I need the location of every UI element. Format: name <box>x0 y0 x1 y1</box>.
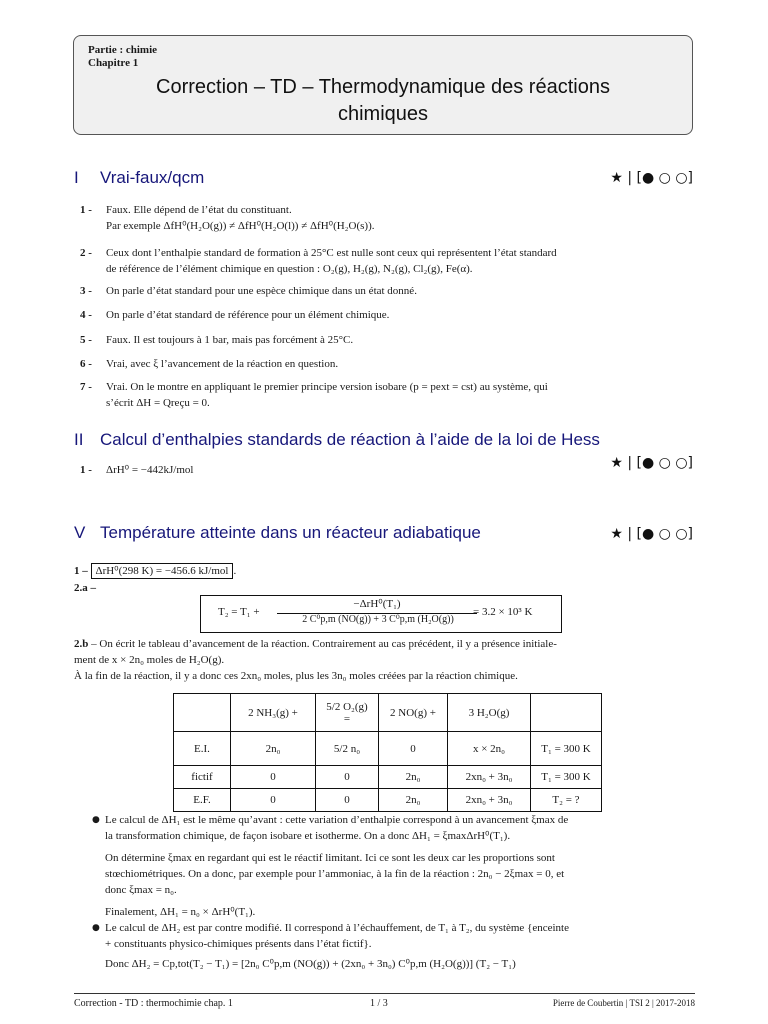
item-label: 1 - <box>80 464 92 476</box>
question-label: 1 – <box>74 565 88 577</box>
table-cell: 0 <box>231 766 316 789</box>
bullet-icon: ● <box>92 815 100 825</box>
section-title: Température atteinte dans un réacteur adiabatique <box>100 523 481 542</box>
paragraph-text: ment de x × 2n₀ moles de H₂O(g). <box>74 654 225 666</box>
section-number: V <box>74 523 86 542</box>
table-header-row <box>174 694 602 732</box>
section-heading-1 <box>74 168 204 188</box>
footer-right: Pierre de Coubertin | TSI 2 | 2017-2018 <box>552 998 695 1008</box>
table-cell: 2xn₀ + 3n₀ <box>448 766 531 789</box>
list-item <box>80 283 695 299</box>
footer-divider <box>74 993 695 994</box>
list-item <box>80 379 695 411</box>
table-cell: T₁ = 300 K <box>531 732 602 766</box>
title-line-1: Correction – TD – Thermodynamique des réactions <box>156 76 610 98</box>
table-cell: 2n₀ <box>379 789 448 812</box>
item-text: Faux. Il est toujours à 1 bar, mais pas forcément à 25°C. <box>106 334 354 346</box>
item-label: 1 - <box>80 204 92 216</box>
item-label: 4 - <box>80 309 92 321</box>
table-cell: T₂ = ? <box>531 789 602 812</box>
reaction-progress-table <box>173 693 602 812</box>
paragraph-text: Le calcul de ΔH₂ est par contre modifié. Il correspond à l’échauffement, de T₁ à T₂, du système {enceinte <box>105 922 569 934</box>
list-item <box>80 202 695 234</box>
paragraph-text: On détermine ξmax en regardant qui est le réactif limitant. Ici ce sont les deux car les proportions sont <box>105 852 555 864</box>
paragraph-text: Donc ΔH₂ = Cp,tot(T₂ − T₁) = [2n₀ C⁰p,m (NO(g)) + (2xn₀ + 3n₀) C⁰p,m (H₂O(g))] (T₂ − T₁) <box>105 958 516 970</box>
table-cell: 2 NH₃(g) + <box>231 694 316 732</box>
bullet-paragraph <box>105 920 695 972</box>
item-label: 6 - <box>80 358 92 370</box>
bullet-paragraph <box>105 812 695 920</box>
item-text: ΔrH⁰ = −442kJ/mol <box>106 464 194 476</box>
table-cell: 0 <box>316 766 379 789</box>
item-text: s’écrit ΔH = Qreçu = 0. <box>106 397 210 409</box>
list-item <box>80 356 695 372</box>
table-cell: E.I. <box>174 732 231 766</box>
table-cell: 5/2 n₀ <box>316 732 379 766</box>
list-item <box>80 245 695 277</box>
answer-1: 1 – ΔrH⁰(298 K) = −456.6 kJ/mol . <box>74 565 237 577</box>
item-text: Ceux dont l’enthalpie standard de formation à 25°C est nulle sont ceux qui représentent l’état standard <box>106 247 557 259</box>
section-title: Vrai-faux/qcm <box>100 168 205 187</box>
item-text: On parle d’état standard de référence pour un élément chimique. <box>106 309 390 321</box>
item-label: 3 - <box>80 285 92 297</box>
chapter-header <box>73 35 693 135</box>
paragraph-text: stœchiométriques. On a donc, par exemple pour l’ammoniac, à la fin de la réaction : 2n₀ − 2ξmax = 0, et <box>105 868 565 880</box>
table-cell: 2xn₀ + 3n₀ <box>448 789 531 812</box>
table-cell: E.F. <box>174 789 231 812</box>
section-title: Calcul d’enthalpies standards de réaction à l’aide de la loi de Hess <box>100 430 600 449</box>
item-text: On parle d’état standard pour une espèce chimique dans un état donné. <box>106 285 417 297</box>
item-text: de référence de l’élément chimique en question : O₂(g), H₂(g), N₂(g), Cl₂(g), Fe(α). <box>106 263 473 275</box>
equation-numerator: −ΔrH⁰(T₁) <box>353 598 401 610</box>
question-label: 2.a – <box>74 582 96 594</box>
table-cell <box>531 694 602 732</box>
table-cell: x × 2n₀ <box>448 732 531 766</box>
difficulty-rating: ★ | [● ○ ○] <box>610 455 693 471</box>
item-label: 5 - <box>80 334 92 346</box>
table-cell: 0 <box>316 789 379 812</box>
item-text: Vrai, avec ξ l’avancement de la réaction en question. <box>106 358 339 370</box>
item-text: Par exemple ΔfH⁰(H₂O(g)) ≠ ΔfH⁰(H₂O(l)) ≠ ΔfH⁰(H₂O(s)). <box>106 220 375 232</box>
list-item <box>80 462 695 478</box>
paragraph-text: – On écrit le tableau d’avancement de la réaction. Contrairement au cas précédent, il y a présence initiale- <box>88 638 557 650</box>
table-cell: 5/2 O₂(g) = <box>316 694 379 732</box>
bullet-icon: ● <box>92 923 100 933</box>
item-label: 2 - <box>80 247 92 259</box>
equation-rhs: = 3.2 × 10³ K <box>473 606 533 618</box>
table-cell: 0 <box>231 789 316 812</box>
difficulty-rating: ★ | [● ○ ○] <box>610 526 693 542</box>
table-cell: T₁ = 300 K <box>531 766 602 789</box>
footer-left: Correction - TD : thermochimie chap. 1 <box>74 998 233 1009</box>
table-row <box>174 789 602 812</box>
list-item <box>80 332 695 348</box>
section-number: II <box>74 430 84 449</box>
table-cell: 0 <box>379 732 448 766</box>
boxed-result: ΔrH⁰(298 K) = −456.6 kJ/mol <box>91 563 234 579</box>
question-label: 2.b <box>74 638 89 650</box>
item-label: 7 - <box>80 381 92 393</box>
table-cell <box>174 694 231 732</box>
table-cell: fictif <box>174 766 231 789</box>
equation-denominator: 2 C⁰p,m (NO(g)) + 3 C⁰p,m (H₂O(g)) <box>302 614 454 625</box>
page-title <box>74 74 692 128</box>
paragraph-text: Finalement, ΔH₁ = n₀ × ΔrH⁰(T₁). <box>105 906 256 918</box>
paragraph-text: donc ξmax = n₀. <box>105 884 177 896</box>
part-label: Partie : chimie <box>88 44 158 56</box>
section-heading-5 <box>74 523 481 543</box>
title-line-2: chimiques <box>337 103 429 125</box>
temperature-equation <box>200 595 562 633</box>
table-cell: 2n₀ <box>231 732 316 766</box>
list-item <box>80 307 695 323</box>
paragraph-text: À la fin de la réaction, il y a donc ces 2xn₀ moles, plus les 3n₀ moles créées par la réaction chimique. <box>74 670 518 682</box>
page-number: 1 / 3 <box>370 998 388 1009</box>
difficulty-rating: ★ | [● ○ ○] <box>610 170 693 186</box>
item-text: Faux. Elle dépend de l’état du constituant. <box>106 204 292 216</box>
section-heading-2 <box>74 430 600 450</box>
table-row <box>174 766 602 789</box>
section-number: I <box>74 168 79 187</box>
equation-lhs: T₂ = T₁ + <box>218 606 260 618</box>
table-cell: 2 NO(g) + <box>379 694 448 732</box>
table-cell: 3 H₂O(g) <box>448 694 531 732</box>
paragraph-text: + constituants physico-chimiques présents dans l’état fictif}. <box>105 938 372 950</box>
paragraph-text: Le calcul de ΔH₁ est le même qu’avant : cette variation d’enthalpie correspond à un avancement ξmax de <box>105 814 569 826</box>
answer-2b <box>74 636 695 684</box>
item-text: Vrai. On le montre en appliquant le premier principe version isobare (p = pext = cst) au système, qui <box>106 381 548 393</box>
chapter-label: Chapitre 1 <box>88 57 139 69</box>
table-row <box>174 732 602 766</box>
answer-2a-label <box>74 580 695 596</box>
paragraph-text: la transformation chimique, de façon isobare et isotherme. On a donc ΔH₁ = ξmaxΔrH⁰(T₁). <box>105 830 511 842</box>
table-cell: 2n₀ <box>379 766 448 789</box>
